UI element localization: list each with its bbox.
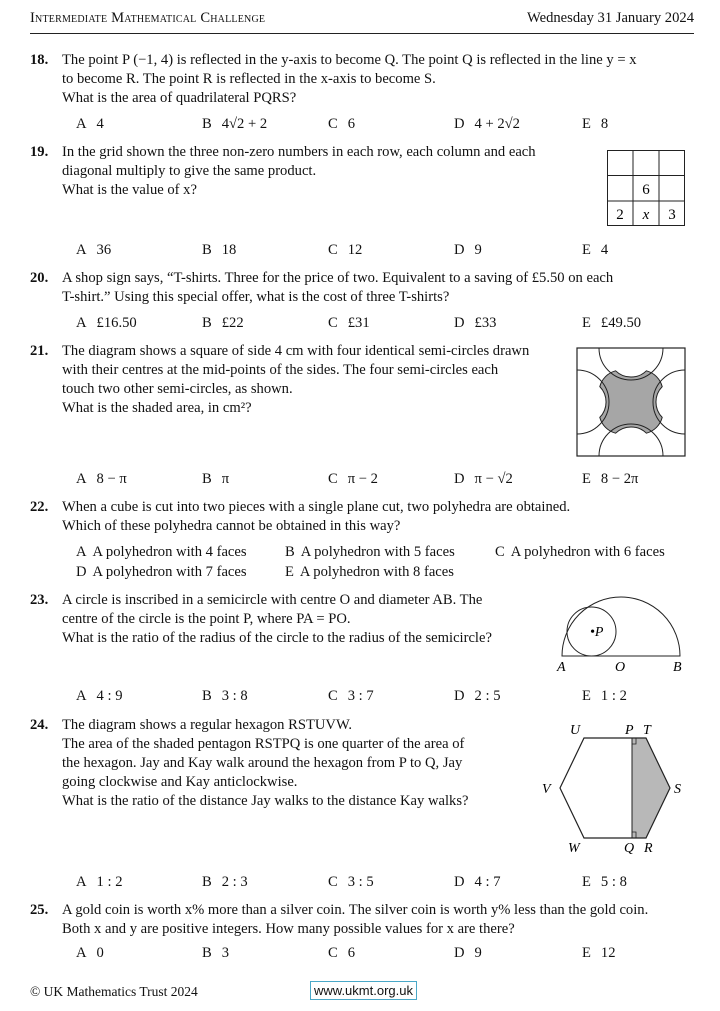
option-a[interactable]: A A polyhedron with 4 faces	[76, 544, 247, 560]
question-line: with their centres at the mid-points of the sides. The four semi-circles each	[62, 362, 499, 378]
option-a[interactable]: A 4 : 9	[76, 688, 123, 704]
options-21	[76, 470, 676, 490]
question-line: Both x and y are positive integers. How many possible values for x are there?	[62, 921, 515, 937]
question-line: The diagram shows a regular hexagon RSTUVW.	[62, 717, 353, 733]
option-a[interactable]: A 1 : 2	[76, 874, 123, 890]
question-line: What is the area of quadrilateral PQRS?	[62, 90, 297, 106]
vertex-q-label: Q	[624, 841, 635, 856]
option-c[interactable]: C £31	[328, 315, 370, 331]
option-d[interactable]: D £33	[454, 315, 497, 331]
options-24	[76, 873, 676, 893]
question-line: to become R. The point R is reflected in the x-axis to become S.	[62, 71, 436, 87]
option-b[interactable]: B 18	[202, 242, 237, 258]
option-d[interactable]: D 9	[454, 242, 482, 258]
vertex-u-label: U	[570, 723, 581, 738]
website-link[interactable]: www.ukmt.org.uk	[310, 981, 417, 1000]
option-e[interactable]: E 1 : 2	[582, 688, 627, 704]
question-line: What is the ratio of the radius of the circle to the radius of the semicircle?	[62, 630, 492, 646]
question-line: Which of these polyhedra cannot be obtained in this way?	[62, 518, 401, 534]
grid-cell: 2	[616, 207, 624, 223]
question-text	[62, 498, 570, 536]
question-text	[62, 269, 613, 307]
question-number: 18.	[30, 52, 49, 68]
option-b[interactable]: B £22	[202, 315, 244, 331]
option-d[interactable]: D A polyhedron with 7 faces	[76, 564, 247, 580]
options-25	[76, 944, 676, 964]
question-line: The area of the shaded pentagon RSTPQ is one quarter of the area of	[62, 736, 465, 752]
question-line: What is the ratio of the distance Jay walks to the distance Kay walks?	[62, 793, 469, 809]
point-p-label: •P	[590, 625, 604, 640]
vertex-w-label: W	[568, 841, 580, 856]
question-line: What is the shaded area, in cm²?	[62, 400, 252, 416]
option-c[interactable]: C π − 2	[328, 471, 378, 487]
option-e[interactable]: E 12	[582, 945, 616, 961]
contest-title: Intermediate Mathematical Challenge	[30, 10, 266, 26]
vertex-v-label: V	[542, 782, 551, 797]
option-e[interactable]: E 4	[582, 242, 609, 258]
question-line: A circle is inscribed in a semicircle with centre O and diameter AB. The	[62, 592, 483, 608]
grid-cell: 6	[642, 182, 650, 198]
question-line: diagonal multiply to give the same product.	[62, 163, 317, 179]
grid-cell: 3	[668, 207, 676, 223]
vertex-r-label: R	[644, 841, 653, 856]
option-e[interactable]: E 8	[582, 116, 609, 132]
question-line: In the grid shown the three non-zero numbers in each row, each column and each	[62, 144, 536, 160]
option-c[interactable]: C 6	[328, 116, 356, 132]
option-b[interactable]: B 4√2 + 2	[202, 116, 268, 132]
question-number: 21.	[30, 343, 49, 359]
question-line: T-shirt.” Using this special offer, what is the cost of three T-shirts?	[62, 289, 450, 305]
question-line: A shop sign says, “T-shirts. Three for the price of two. Equivalent to a saving of £5.50 on each	[62, 270, 614, 286]
vertex-p-label: P	[625, 723, 634, 738]
grid-cell: x	[642, 207, 650, 223]
option-d[interactable]: D 9	[454, 945, 482, 961]
question-number: 22.	[30, 499, 49, 515]
option-d[interactable]: D 4 : 7	[454, 874, 501, 890]
option-c[interactable]: C 12	[328, 242, 363, 258]
question-text	[62, 591, 492, 648]
options-18	[76, 115, 676, 135]
number-grid-diagram	[607, 150, 687, 228]
question-text	[62, 901, 648, 939]
options-19	[76, 241, 676, 261]
copyright-notice: © UK Mathematics Trust 2024	[30, 984, 198, 999]
vertex-t-label: T	[643, 723, 651, 738]
question-line: going clockwise and Kay anticlockwise.	[62, 774, 298, 790]
option-d[interactable]: D 4 + 2√2	[454, 116, 520, 132]
option-d[interactable]: D π − √2	[454, 471, 513, 487]
option-a[interactable]: A 4	[76, 116, 104, 132]
hexagon-diagram	[536, 718, 686, 860]
semicircle-diagram	[552, 588, 688, 676]
question-number: 19.	[30, 144, 49, 160]
square-semicircles-diagram	[576, 347, 686, 457]
question-text	[62, 143, 536, 200]
option-a[interactable]: A £16.50	[76, 315, 137, 331]
options-22	[76, 543, 676, 583]
option-d[interactable]: D 2 : 5	[454, 688, 501, 704]
option-b[interactable]: B π	[202, 471, 230, 487]
option-c[interactable]: C 3 : 7	[328, 688, 374, 704]
page-header	[30, 9, 694, 34]
question-line: What is the value of x?	[62, 182, 197, 198]
option-a[interactable]: A 8 − π	[76, 471, 127, 487]
option-b[interactable]: B A polyhedron with 5 faces	[285, 544, 455, 560]
option-a[interactable]: A 0	[76, 945, 104, 961]
question-line: The point P (−1, 4) is reflected in the y-axis to become Q. The point Q is reflected in the line y = x	[62, 52, 637, 68]
question-text	[62, 51, 637, 108]
point-a-label: A	[557, 660, 566, 675]
question-number: 20.	[30, 270, 49, 286]
vertex-s-label: S	[674, 782, 681, 797]
option-c[interactable]: C A polyhedron with 6 faces	[495, 544, 665, 560]
question-line: centre of the circle is the point P, where PA = PO.	[62, 611, 351, 627]
contest-date: Wednesday 31 January 2024	[526, 10, 694, 26]
question-number: 23.	[30, 592, 49, 608]
option-e[interactable]: E 5 : 8	[582, 874, 627, 890]
options-23	[76, 687, 676, 707]
point-o-label: O	[615, 660, 626, 675]
option-b[interactable]: B 3 : 8	[202, 688, 248, 704]
question-text	[62, 716, 468, 811]
question-number: 24.	[30, 717, 49, 733]
option-e[interactable]: E £49.50	[582, 315, 642, 331]
question-line: When a cube is cut into two pieces with a single plane cut, two polyhedra are obtained.	[62, 499, 571, 515]
option-e[interactable]: E A polyhedron with 8 faces	[285, 564, 454, 580]
options-20	[76, 314, 676, 334]
option-e[interactable]: E 8 − 2π	[582, 471, 639, 487]
option-c[interactable]: C 6	[328, 945, 356, 961]
question-text	[62, 342, 529, 418]
question-line: A gold coin is worth x% more than a silver coin. The silver coin is worth y% less than the gold coin.	[62, 902, 649, 918]
question-line: the hexagon. Jay and Kay walk around the hexagon from P to Q, Jay	[62, 755, 463, 771]
option-b[interactable]: B 2 : 3	[202, 874, 248, 890]
question-line: touch two other semi-circles, as shown.	[62, 381, 293, 397]
option-c[interactable]: C 3 : 5	[328, 874, 374, 890]
question-line: The diagram shows a square of side 4 cm with four identical semi-circles drawn	[62, 343, 530, 359]
option-b[interactable]: B 3	[202, 945, 230, 961]
question-number: 25.	[30, 902, 49, 918]
point-b-label: B	[673, 660, 682, 675]
option-a[interactable]: A 36	[76, 242, 112, 258]
